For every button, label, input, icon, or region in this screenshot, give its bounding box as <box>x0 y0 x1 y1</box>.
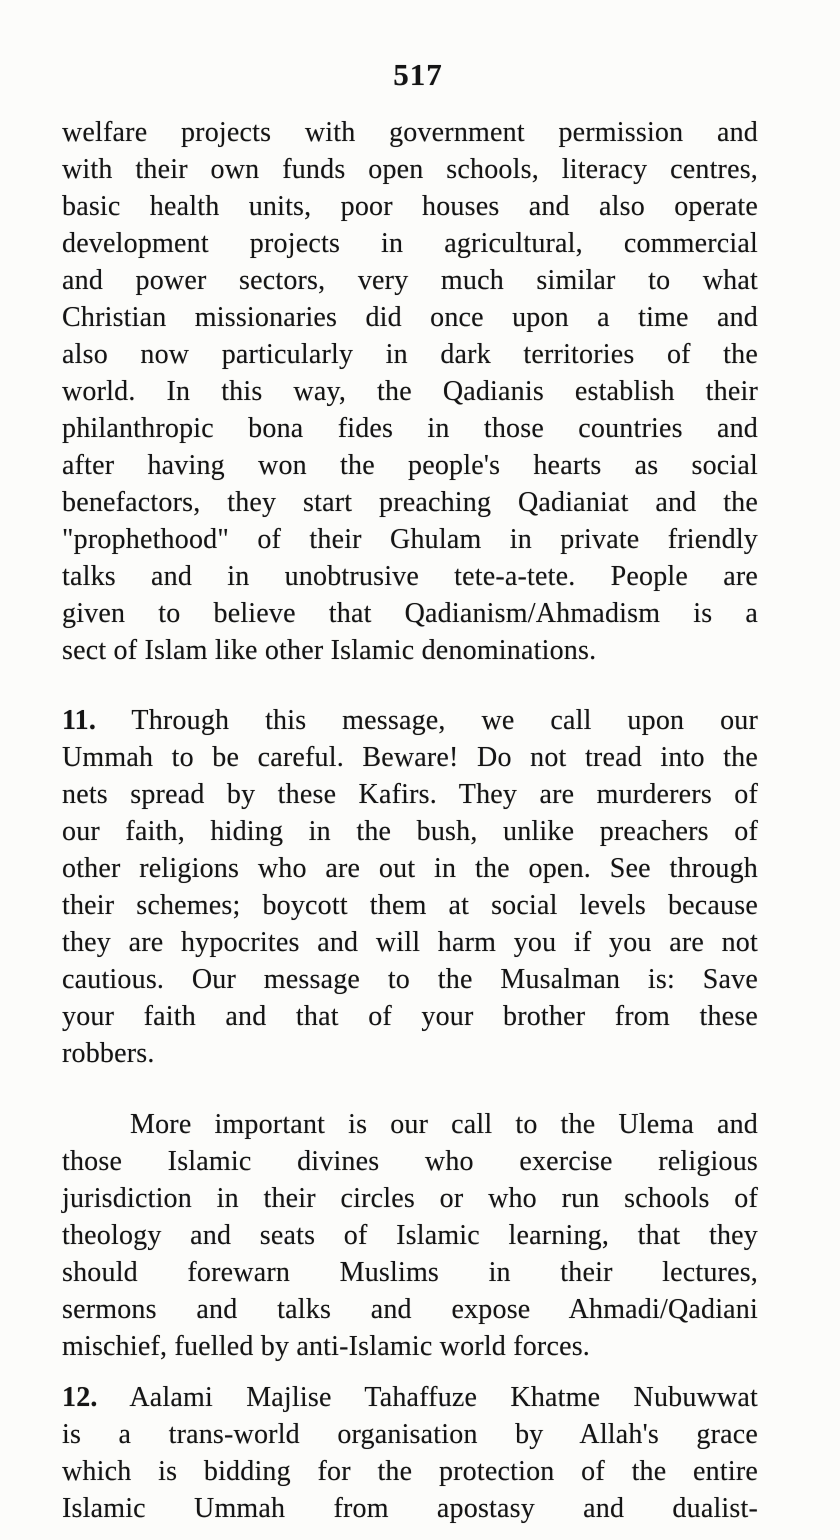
text-line: basic health units, poor houses and also operate <box>62 191 758 222</box>
paragraph <box>62 114 758 669</box>
text-line: other religions who are out in the open. See through <box>62 853 758 884</box>
text-line: sect of Islam like other Islamic denominations. <box>62 635 597 666</box>
text-line: More important is our call to the Ulema and <box>130 1109 758 1140</box>
text-line: 12. Aalami Majlise Tahaffuze Khatme Nubuwwat <box>62 1382 758 1413</box>
text-line: talks and in unobtrusive tete-a-tete. People are <box>62 561 758 592</box>
text-line: jurisdiction in their circles or who run schools of <box>62 1183 758 1214</box>
text-line: welfare projects with government permission and <box>62 117 758 148</box>
text-line: Christian missionaries did once upon a time and <box>62 302 758 333</box>
text-line: given to believe that Qadianism/Ahmadism is a <box>62 598 758 629</box>
text-line: they are hypocrites and will harm you if you are not <box>62 927 758 958</box>
paragraph <box>62 1379 758 1527</box>
text-line: Ummah to be careful. Beware! Do not tread into the <box>62 742 758 773</box>
text-line: which is bidding for the protection of the entire <box>62 1456 758 1487</box>
text-line: benefactors, they start preaching Qadianiat and the <box>62 487 758 518</box>
text-line: theology and seats of Islamic learning, that they <box>62 1220 758 1251</box>
paragraph <box>62 702 758 1072</box>
text-line: 11. Through this message, we call upon our <box>62 705 758 736</box>
text-line: also now particularly in dark territories of the <box>62 339 758 370</box>
text-line: robbers. <box>62 1038 155 1069</box>
text-line: sermons and talks and expose Ahmadi/Qadiani <box>62 1294 758 1325</box>
text-line: your faith and that of your brother from these <box>62 1001 758 1032</box>
text-line: "prophethood" of their Ghulam in private friendly <box>62 524 758 555</box>
text-line: cautious. Our message to the Musalman is: Save <box>62 964 758 995</box>
text-line: with their own funds open schools, literacy centres, <box>62 154 758 185</box>
text-line: should forewarn Muslims in their lectures, <box>62 1257 758 1288</box>
text-line: after having won the people's hearts as social <box>62 450 758 481</box>
text-line: and power sectors, very much similar to what <box>62 265 758 296</box>
text-line: is a trans-world organisation by Allah's grace <box>62 1419 758 1450</box>
text-line: world. In this way, the Qadianis establish their <box>62 376 758 407</box>
paragraph-number: 12. <box>62 1382 98 1413</box>
text-line: those Islamic divines who exercise religious <box>62 1146 758 1177</box>
text-line: development projects in agricultural, commercial <box>62 228 758 259</box>
text-line: nets spread by these Kafirs. They are murderers of <box>62 779 758 810</box>
paragraph <box>62 1106 758 1365</box>
text-line: philanthropic bona fides in those countries and <box>62 413 758 444</box>
paragraph-number: 11. <box>62 705 97 736</box>
text-line: their schemes; boycott them at social levels because <box>62 890 758 921</box>
page-number: 517 <box>393 57 443 92</box>
text-block <box>62 114 758 1527</box>
text-line: our faith, hiding in the bush, unlike preachers of <box>62 816 758 847</box>
text-line: mischief, fuelled by anti-Islamic world forces. <box>62 1331 591 1362</box>
text-line: Islamic Ummah from apostasy and dualist- <box>62 1493 758 1524</box>
